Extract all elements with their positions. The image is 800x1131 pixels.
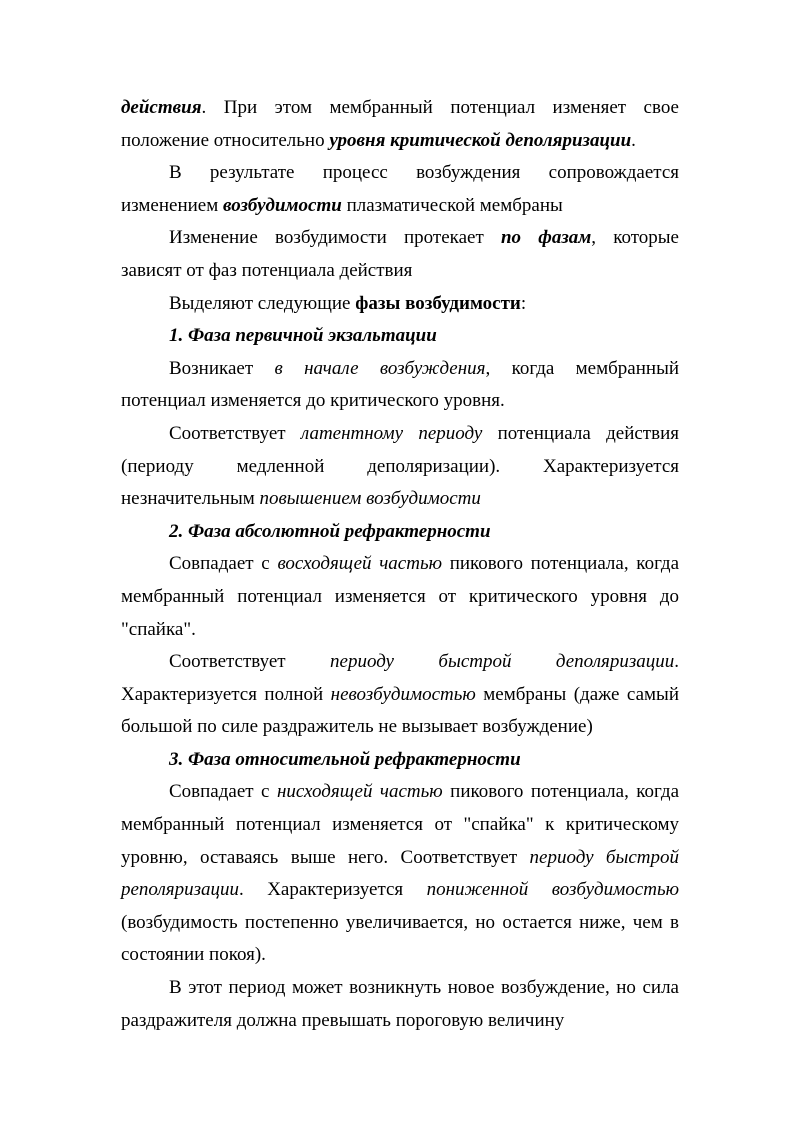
text-run: В результате процесс возбуждения сопровождается изменением bbox=[121, 162, 679, 216]
paragraph bbox=[121, 776, 679, 972]
text-run: Изменение возбудимости протекает bbox=[169, 227, 501, 249]
italic-term: латентному периоду bbox=[300, 422, 483, 444]
paragraph bbox=[121, 353, 679, 418]
text-run: потенциала действия (периоду медленной деполяризации). Характеризуется незначительным bbox=[121, 422, 679, 510]
text-run: В этот период может возникнуть новое возбуждение, но сила раздражителя должна превышать пороговую величину bbox=[121, 977, 679, 1031]
section-heading bbox=[121, 320, 679, 353]
text-run: Совпадает с bbox=[169, 781, 277, 803]
text-run: Совпадает с bbox=[169, 553, 278, 575]
italic-term: в начале возбуждения bbox=[274, 357, 486, 379]
text-run: . Характеризуется полной bbox=[121, 651, 679, 705]
bold-italic-term: действия bbox=[121, 97, 202, 118]
text-run: Соответствует bbox=[169, 422, 301, 444]
paragraph bbox=[121, 646, 679, 744]
bold-term: фазы возбудимости bbox=[355, 292, 521, 314]
bold-italic-term: уровня критической деполяризации bbox=[329, 129, 632, 151]
section-heading bbox=[121, 516, 679, 549]
paragraph bbox=[121, 92, 679, 157]
italic-term: периоду быстрой деполяризации bbox=[330, 651, 675, 673]
section-heading bbox=[121, 744, 679, 777]
text-run: . Характеризуется bbox=[239, 879, 427, 901]
paragraph bbox=[121, 222, 679, 287]
italic-term: восходящей частью bbox=[277, 553, 442, 575]
text-run: мембраны (даже самый большой по силе раздражитель не вызывает возбуждение) bbox=[121, 683, 679, 738]
bold-italic-term: по фазам bbox=[500, 227, 592, 249]
text-run: плазматической мембраны bbox=[341, 194, 563, 216]
text-run: , когда мембранный потенциал изменяется до критического уровня. bbox=[121, 357, 680, 412]
text-run: . При этом мембранный потенциал изменяет свое положение относительно bbox=[121, 97, 679, 151]
text-run: Выделяют следующие bbox=[169, 292, 356, 314]
italic-term: пониженной возбудимостью bbox=[426, 879, 679, 901]
phase-heading: 3. Фаза относительной рефрактерности bbox=[169, 748, 521, 770]
phase-heading: 1. Фаза первичной экзальтации bbox=[169, 325, 437, 347]
italic-term: повышением возбудимости bbox=[259, 488, 481, 510]
paragraph bbox=[121, 288, 679, 321]
document-body bbox=[121, 92, 679, 1037]
italic-term: невозбудимостью bbox=[330, 683, 476, 705]
paragraph bbox=[121, 418, 679, 516]
paragraph bbox=[121, 157, 679, 222]
paragraph bbox=[121, 548, 679, 646]
italic-term: нисходящей частью bbox=[276, 781, 443, 803]
text-run: Соответствует bbox=[169, 651, 331, 673]
text-run: пикового потенциала, когда мембранный потенциал изменяется от "спайка" к критическому уровню, оставаясь выше него. Соответствует bbox=[121, 781, 680, 868]
text-run: , которые зависят от фаз потенциала действия bbox=[121, 227, 679, 281]
text-run: пикового потенциала, когда мембранный потенциал изменяется от критического уровня до "спайка". bbox=[121, 553, 680, 640]
paragraph bbox=[121, 972, 679, 1037]
text-run: . bbox=[631, 129, 636, 151]
text-run: Возникает bbox=[169, 357, 275, 379]
italic-term: периоду быстрой реполяризации bbox=[121, 846, 679, 901]
phase-heading: 2. Фаза абсолютной рефрактерности bbox=[169, 520, 491, 542]
text-run: (возбудимость постепенно увеличивается, но остается ниже, чем в состоянии покоя). bbox=[121, 911, 679, 966]
bold-italic-term: возбудимости bbox=[223, 194, 342, 216]
text-run: : bbox=[520, 292, 527, 314]
